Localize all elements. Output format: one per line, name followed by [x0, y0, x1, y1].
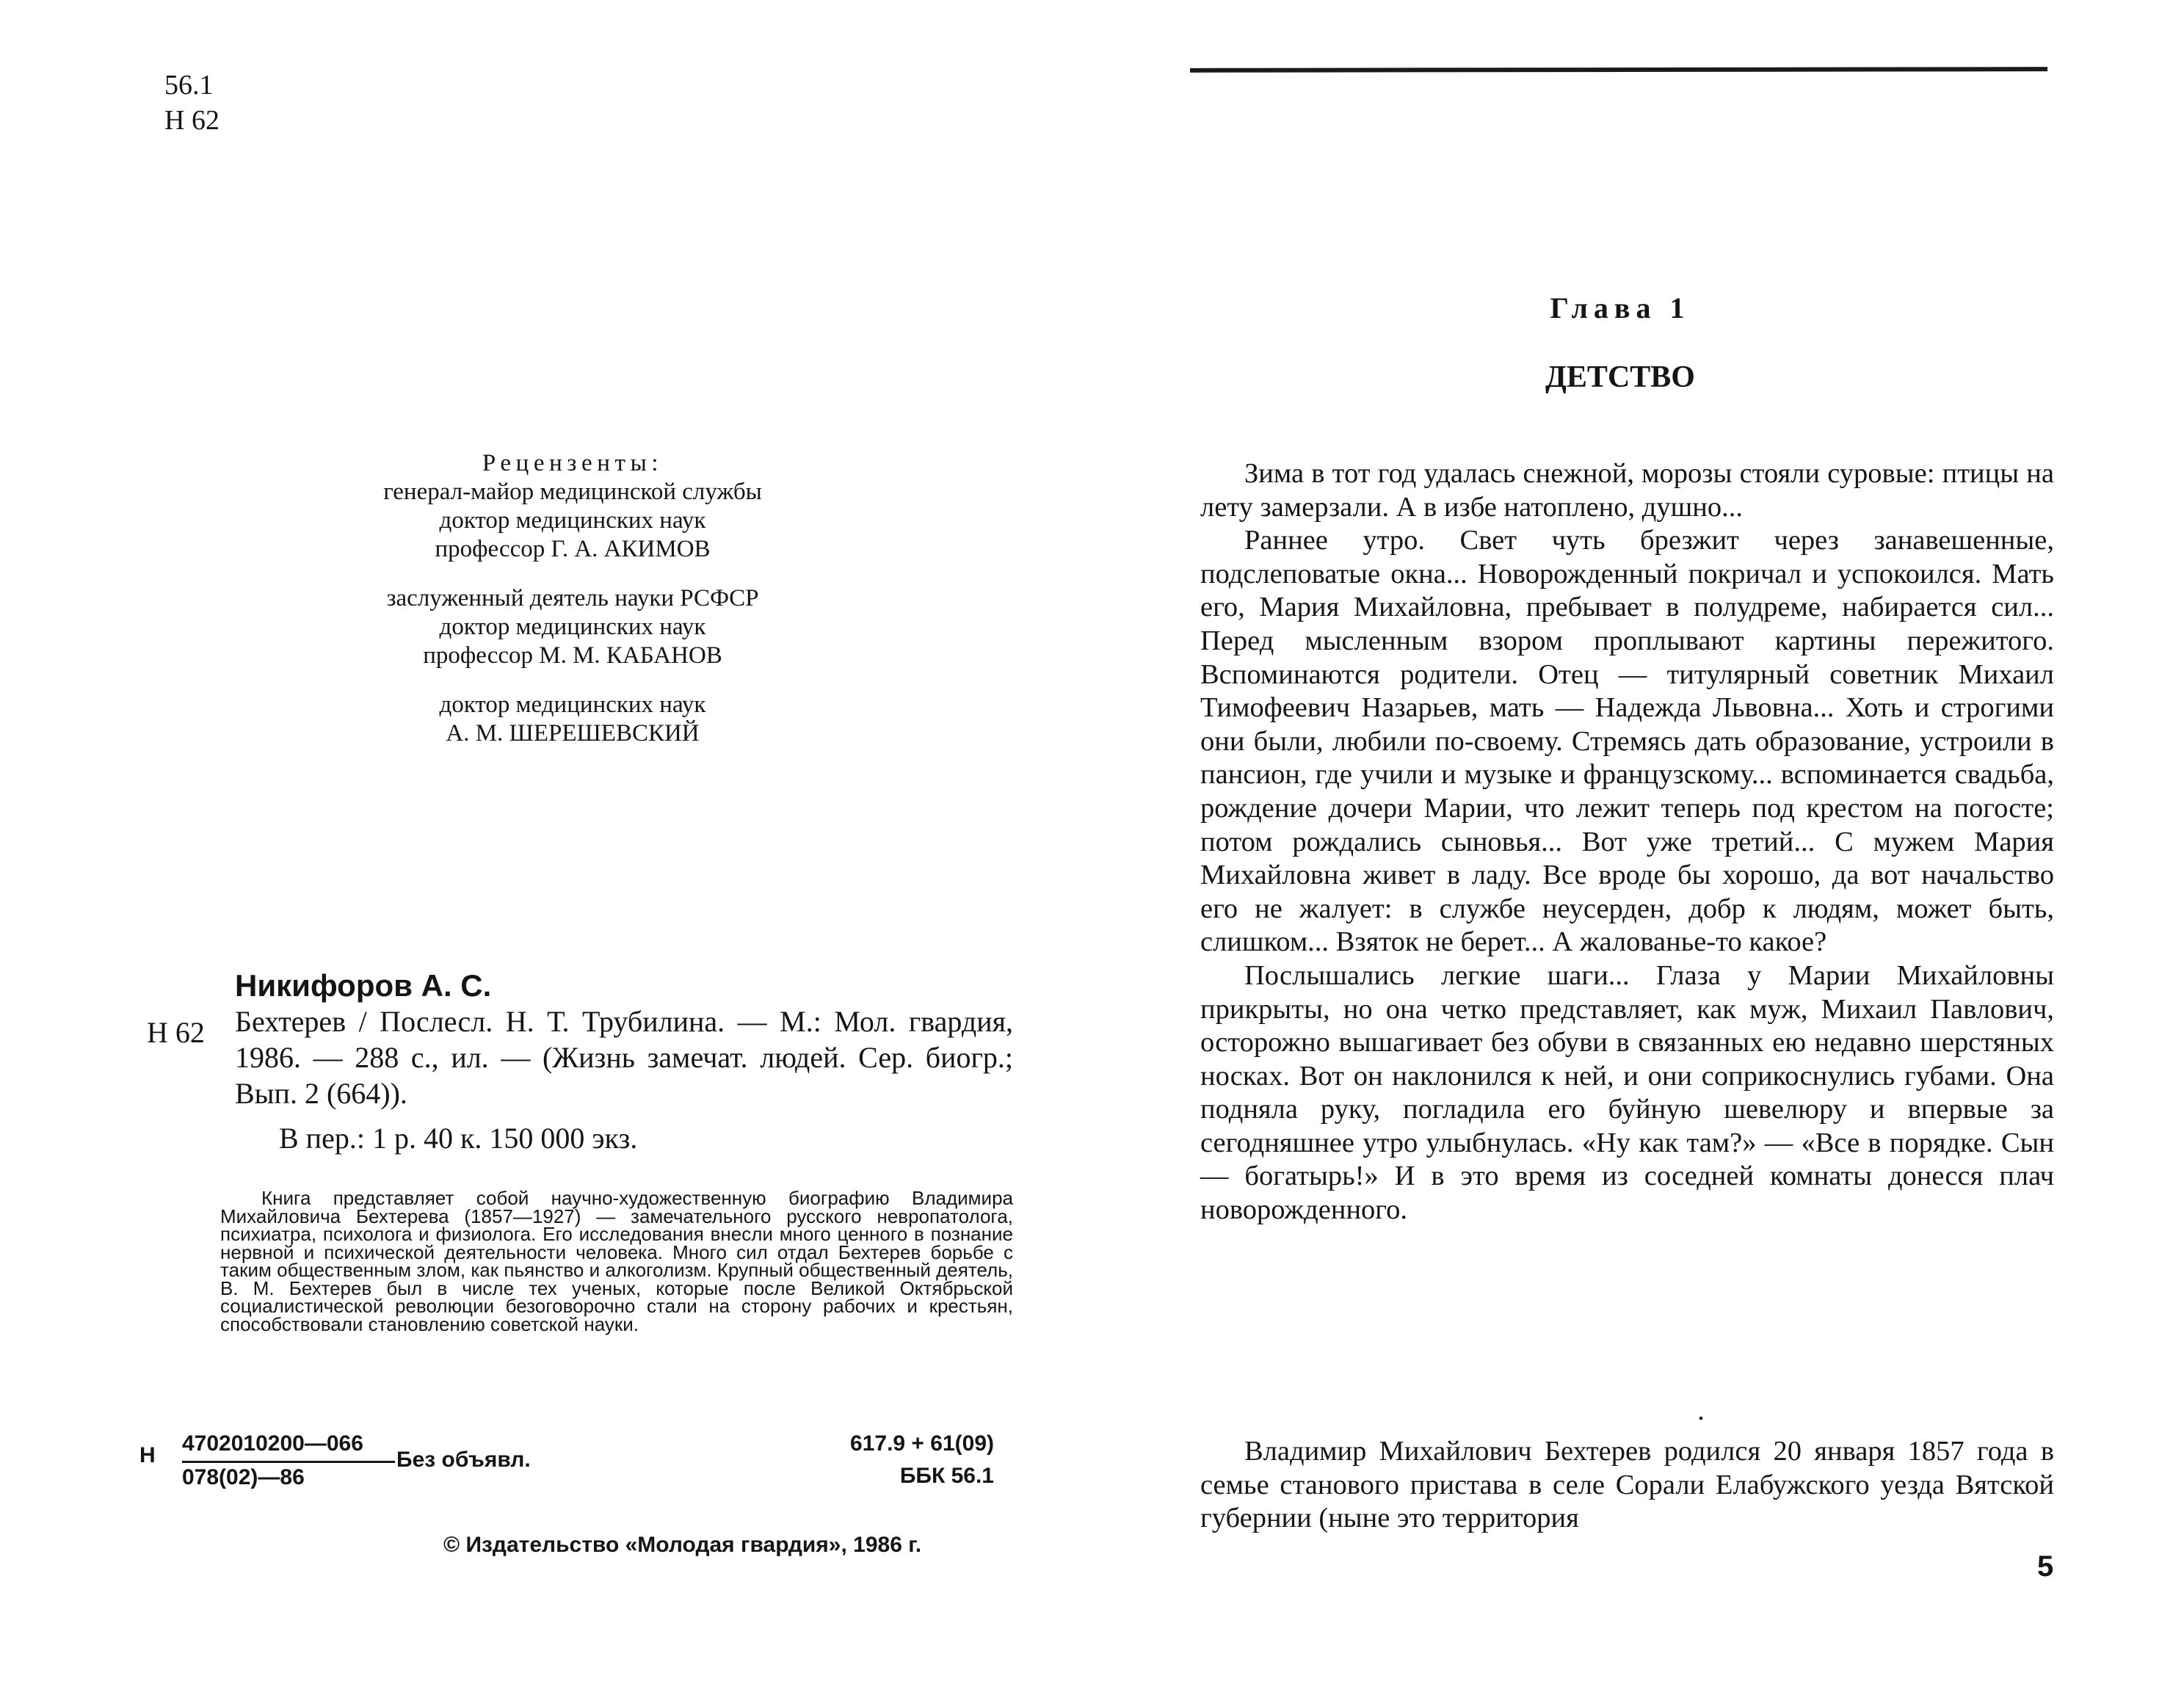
fraction-rule — [182, 1461, 395, 1463]
author-name: Никифоров А. С. — [235, 968, 492, 1003]
paragraph: Раннее утро. Свет чуть брезжит через занавешенные, подслеповатые окна... Новорожденный покричал и успокоился. Мать его, Мария Михайловна, пребывает в полудреме, набирается сил... Перед мысленным взором проплывают картины пережитого. Вспоминаются родители. Отец — титулярный советник Михаил Тимофеевич Назарьев, мать — Надежда Львовна... Хоть и строгими они были, любили по-своему. Стремясь дать образование, устроили в пансион, где учили и музыке и французскому... вспоминается свадьба, рождение дочери Марии, что лежит теперь под крестом на погосте; потом рождались сыновья... Вот уже третий... С мужем Мария Михайловна живет в ладу. Все вроде бы хорошо, да вот начальство его не жалует: в службе неусерден, добр к людям, может быть, слишком... Взяток не берет... А жалованье-то какое? — [1200, 525, 2054, 958]
chapter-text-continued — [1200, 1435, 2054, 1536]
reviewers-heading: Рецензенты: — [482, 450, 664, 476]
right-page — [1092, 0, 2184, 1703]
reviewer-group-3 — [294, 691, 852, 748]
reviewer-group-1 — [294, 478, 852, 564]
section-separator: . — [1697, 1393, 1705, 1426]
entry-cipher: Н 62 — [147, 1016, 205, 1049]
reviewers-block — [294, 449, 852, 769]
reviewer-line: генерал-майор медицинской службы — [383, 479, 762, 505]
copyright-line: © Издательство «Молодая гвардия», 1986 г. — [443, 1533, 922, 1557]
reviewer-name: профессор Г. А. АКИМОВ — [435, 536, 711, 562]
code-numerator: 4702010200—066 — [182, 1431, 363, 1456]
header-rule — [1190, 67, 2047, 73]
udc-block — [164, 68, 220, 138]
library-cipher: Н 62 — [164, 105, 220, 136]
chapter-text — [1200, 457, 2054, 1227]
reviewer-line: доктор медицинских наук — [439, 614, 706, 640]
reviewer-line: доктор медицинских наук — [439, 507, 706, 534]
reviewer-name: А. М. ШЕРЕШЕВСКИЙ — [446, 720, 700, 747]
reviewer-line: заслуженный деятель науки РСФСР — [386, 585, 759, 611]
udc-code: 56.1 — [164, 70, 214, 101]
reviewer-line: доктор медицинских наук — [439, 691, 706, 718]
reviewer-name: профессор М. М. КАБАНОВ — [423, 642, 722, 669]
code-denominator: 078(02)—86 — [182, 1465, 305, 1489]
annotation: Книга представляет собой научно-художественную биографию Владимира Михайловича Бехтерева (1857—1927) — замечательного русского невропатолога, психиатра, психолога и физиолога. Его исследования внесли много ценного в познание нервной и психической деятельности человека. Много сил отдал Бехтерев борьбе с таким общественным злом, как пьянство и алкоголизм. Крупный общественный деятель, В. М. Бехтерев был в числе тех ученых, которые после Великой Октябрьской социалистической революции безоговорочно стали на сторону рабочих и крестьян, способствовали становлению советской науки. — [220, 1187, 1013, 1335]
bibliographic-entry — [147, 967, 1013, 1156]
page-number: 5 — [2037, 1550, 2054, 1583]
chapter-title: ДЕТСТВО — [1545, 360, 1695, 394]
code-letter: Н — [139, 1443, 156, 1467]
bbk-classification: ББК 56.1 — [899, 1464, 994, 1488]
entry-description: Бехтерев / Послесл. Н. Т. Трубилина. — М.: Мол. гвардия, 1986. — 288 с., ил. — (Жизнь замечат. людей. Сер. биогр.; Вып. 2 (664)). — [235, 1005, 1013, 1110]
udc-classification: 617.9 + 61(09) — [850, 1431, 994, 1456]
reviewer-group-2 — [294, 584, 852, 670]
paragraph: Владимир Михайлович Бехтерев родился 20 января 1857 года в семье станового пристава в селе Сорали Елабужского уезда Вятской губернии (ныне это территория — [1200, 1436, 2054, 1534]
code-note: Без объявл. — [396, 1448, 531, 1472]
price-and-print-run: В пер.: 1 р. 40 к. 150 000 экз. — [279, 1122, 638, 1155]
chapter-label: Глава 1 — [1550, 291, 1691, 324]
paragraph: Послышались легкие шаги... Глаза у Марии Михайловны прикрыты, но она четко представляет, как муж, Михаил Павлович, осторожно вышагивает без обуви в связанных ею недавно шерстяных носках. Вот он наклонился к ней, и они соприкоснулись губами. Она подняла руку, погладила его буйную шевелюру и впервые за сегодняшнее утро улыбнулась. «Ну как там?» — «Все в порядке. Сын — богатырь!» И в это время из соседней комнаты донесся плач новорожденного. — [1200, 959, 2054, 1226]
paragraph: Зима в тот год удалась снежной, морозы стояли суровые: птицы на лету замерзали. А в избе натоплено, душно... — [1200, 458, 2054, 523]
publication-codes — [139, 1431, 1013, 1512]
